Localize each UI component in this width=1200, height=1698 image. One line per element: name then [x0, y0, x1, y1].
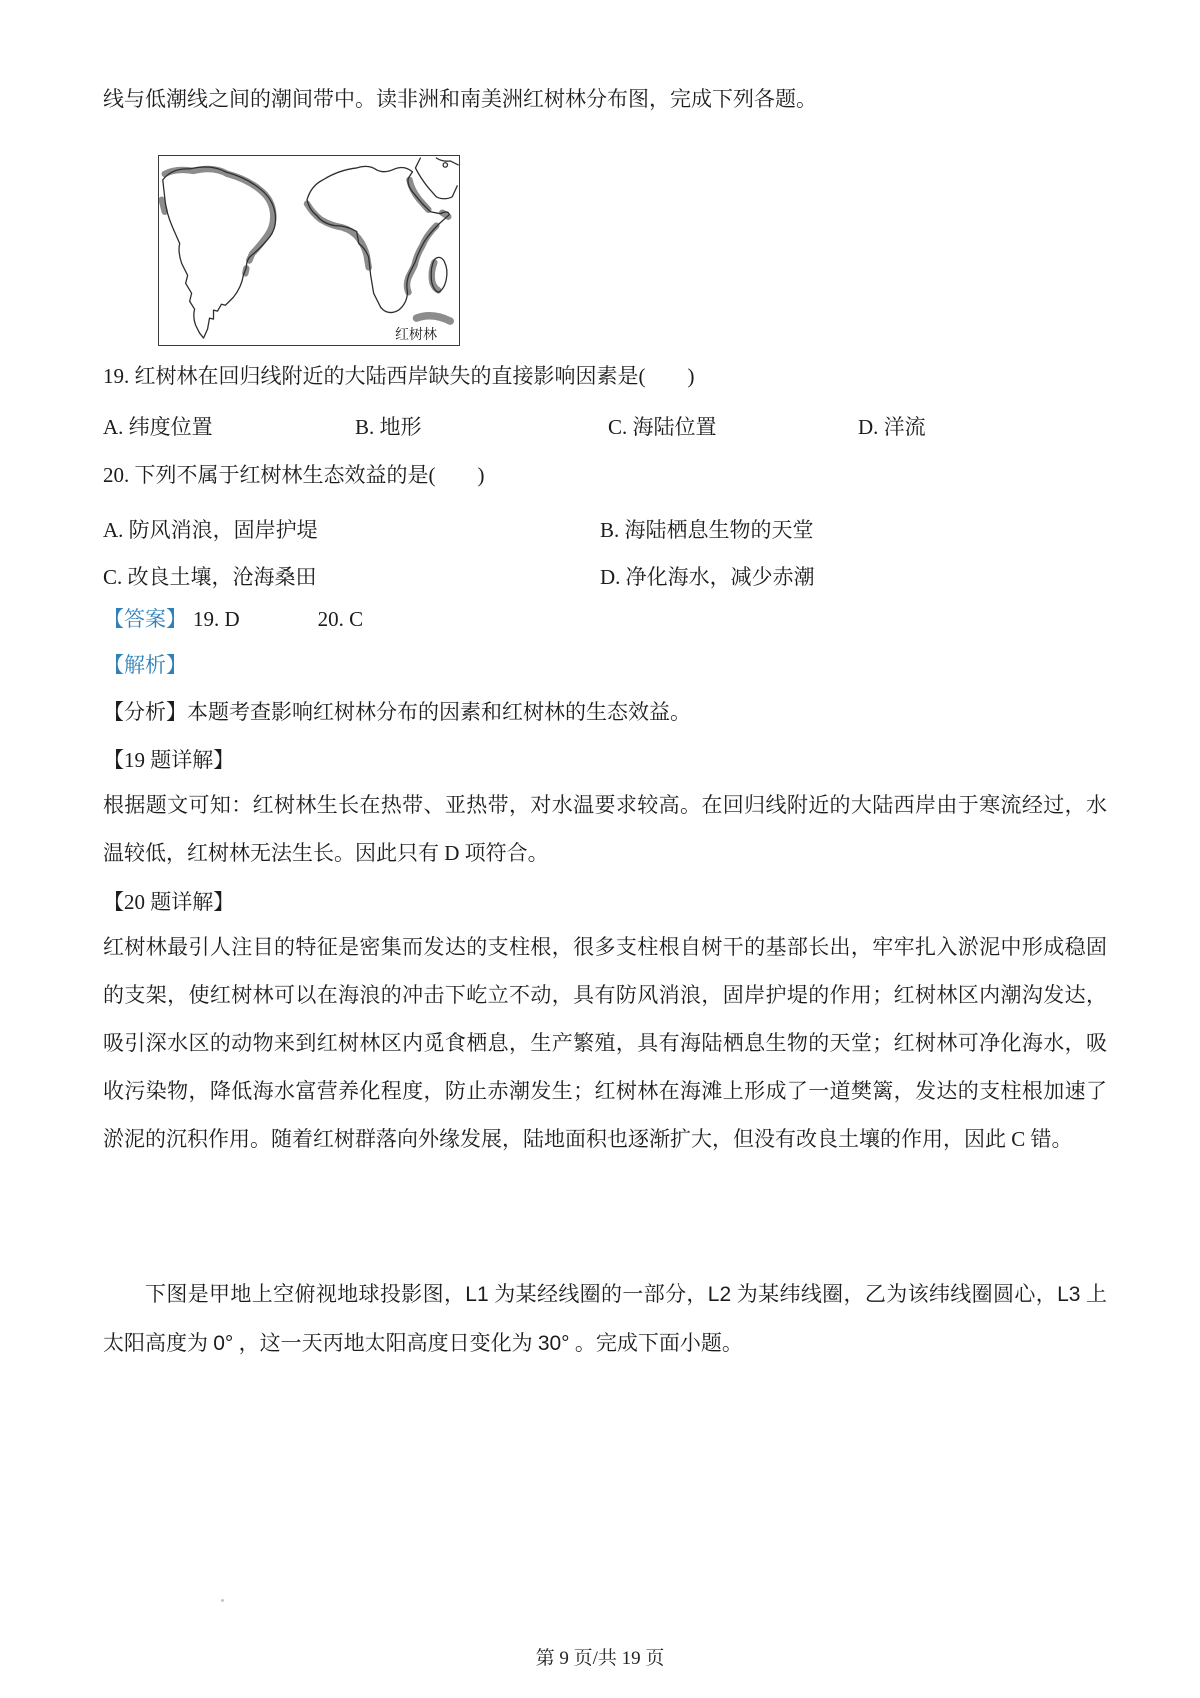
intro-l3-token: L3	[1057, 1283, 1081, 1306]
mangrove-mark-sa-coast	[165, 169, 274, 260]
intro-text-segment: 为某经线圈的一部分，	[488, 1282, 708, 1306]
map-graphic	[159, 156, 459, 345]
option-19-b: B. 地形	[355, 415, 422, 439]
mangrove-distribution-map	[158, 155, 460, 346]
intro-text-segment: 为某纬线圈，乙为该纬线圈圆心，	[731, 1282, 1058, 1306]
brief-analysis-label: 【分析】	[103, 700, 187, 724]
answer-19-value: 19. D	[193, 607, 240, 631]
section-intro-text: 线与低潮线之间的潮间带中。读非洲和南美洲红树林分布图，完成下列各题。	[103, 87, 817, 111]
question-19-stem: 19. 红树林在回归线附近的大陆西岸缺失的直接影响因素是( )	[103, 364, 695, 388]
detail-20-paragraph: 红树林最引人注目的特征是密集而发达的支柱根，很多支柱根自树干的基部长出，牢牢扎入淤泥中形成稳固的支架，使红树林可以在海浪的冲击下屹立不动，具有防风消浪，固岸护堤的作用；红树林区内潮沟发达，吸引深水区的动物来到红树林区内觅食栖息，生产繁殖，具有海陆栖息生物的天堂；红树林可净化海水，吸收污染物，降低海水富营养化程度，防止赤潮发生；红树林在海滩上形成了一道樊篱，发达的支柱根加速了淤泥的沉积作用。随着红树群落向外缘发展，陆地面积也逐渐扩大，但没有改良土壤的作用，因此 C 错。	[103, 935, 1107, 1151]
map-legend-label: 红树林	[395, 328, 437, 343]
brief-analysis-text: 本题考查影响红树林分布的因素和红树林的生态效益。	[187, 700, 691, 724]
next-section-intro	[103, 1270, 1107, 1368]
page-number-footer: 第 9 页/共 19 页	[535, 1648, 665, 1669]
intro-l2-token: L2	[707, 1283, 732, 1306]
option-20-b: B. 海陆栖息生物的天堂	[600, 518, 814, 542]
analysis-label: 【解析】	[103, 653, 187, 677]
option-19-a: A. 纬度位置	[103, 415, 213, 439]
answer-label: 【答案】	[103, 607, 187, 631]
intro-text-segment: ，这一天丙地太阳高度日变化为	[233, 1331, 538, 1355]
intro-text-segment: 上太阳高度为	[103, 1282, 1108, 1355]
intro-angle-30-token: 30°	[537, 1332, 570, 1355]
scan-artifact-dot	[221, 1599, 224, 1602]
question-20-options-row1	[0, 514, 1200, 542]
legend-mangrove-stroke	[416, 316, 450, 321]
option-19-d: D. 洋流	[858, 415, 926, 439]
option-19-c: C. 海陆位置	[608, 415, 717, 439]
detail-19-heading: 【19 题详解】	[103, 748, 235, 772]
question-19-options	[0, 411, 1200, 439]
answer-20-value: 20. C	[317, 607, 364, 631]
intro-text-segment: 下图是甲地上空俯视地球投影图，	[145, 1282, 466, 1306]
option-20-d: D. 净化海水，减少赤潮	[600, 565, 815, 589]
island-outline	[443, 163, 447, 167]
intro-text-segment: 。完成下面小题。	[569, 1331, 743, 1355]
arabia-outline	[415, 158, 457, 199]
intro-l1-token: L1	[465, 1283, 489, 1306]
question-20-options-row2	[0, 561, 1200, 589]
option-20-a: A. 防风消浪，固岸护堤	[103, 518, 318, 542]
detail-20-heading: 【20 题详解】	[103, 890, 235, 914]
question-20-stem: 20. 下列不属于红树林生态效益的是( )	[103, 463, 485, 487]
brief-analysis-line	[103, 699, 691, 726]
option-20-c: C. 改良土壤，沧海桑田	[103, 565, 317, 589]
detail-19-paragraph: 根据题文可知：红树林生长在热带、亚热带，对水温要求较高。在回归线附近的大陆西岸由于寒流经过，水温较低，红树林无法生长。因此只有 D 项符合。	[103, 793, 1107, 865]
mangrove-mark-sa-pacific	[162, 200, 165, 212]
mangrove-mark-africa-west	[307, 204, 369, 268]
intro-angle-0-token: 0°	[213, 1332, 234, 1355]
answer-line	[103, 606, 363, 633]
